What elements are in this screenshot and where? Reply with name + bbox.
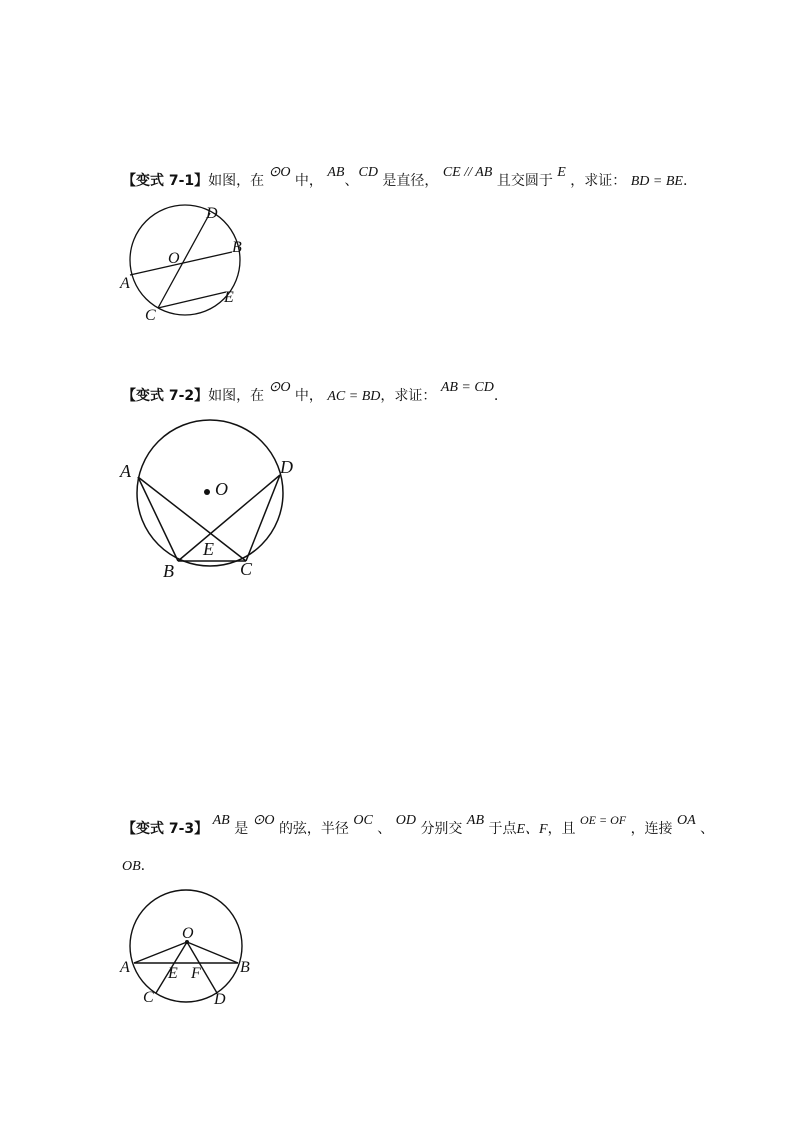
circle-o [130,890,242,1002]
math-circle: ⊙O [268,165,291,180]
label-a: A [120,959,130,976]
math-oa: OA [677,813,696,828]
text: 中， [294,388,323,404]
math-arc-eq: BD = BE [630,174,683,189]
diameter-ab [130,252,232,275]
label-b: B [240,959,250,976]
text: ，连接 [630,821,673,837]
label-o: O [215,479,228,499]
math-parallel: CE // AB [442,165,493,180]
text: 、 [700,821,715,837]
math-e: E [557,165,566,180]
label-d: D [206,205,218,222]
label-o: O [182,925,194,942]
problem-7-1-statement [122,165,688,190]
problem-7-3-statement-line2 [122,858,145,875]
problem-tag: 【变式 7-3】 [122,821,209,837]
label-e: E [224,289,234,306]
label-b: B [163,561,174,581]
math-ob: OB [122,859,141,874]
label-c: C [240,559,253,579]
text: 且交圆于 [496,173,553,189]
math-circle: ⊙O [268,380,291,395]
math-chord-eq: AB = CD [440,380,494,395]
text: 、 [377,821,392,837]
label-f: F [191,965,201,982]
figure-7-1 [110,200,260,330]
math-cd: CD [358,165,378,180]
problem-7-3-statement [122,813,715,838]
label-c: C [143,989,154,1006]
label-a: A [120,461,131,481]
text: 于点 [488,821,517,837]
figure-7-2 [110,415,310,585]
math-circle: ⊙O [252,813,275,828]
text: ，且 [547,821,576,837]
text: 是 [234,821,249,837]
problem-tag: 【变式 7-1】 [122,173,209,189]
text: 如图，在 [208,388,265,404]
math-oc: OC [353,813,373,828]
label-a: A [120,275,130,292]
math-ab: AB [212,813,230,828]
period: . [140,858,146,874]
text: 是直径， [382,173,439,189]
text: 分别交 [420,821,463,837]
text: 、 [344,173,359,189]
label-o: O [168,250,180,267]
math-e-f: E、F [516,822,548,837]
text: ，求证： [570,173,627,189]
figure-7-3 [110,880,270,1015]
text: 的弦，半径 [278,821,349,837]
radius-oa [134,942,187,963]
diameter-cd [158,213,210,308]
radius-ob [187,942,238,963]
label-e: E [168,965,178,982]
text: ，求证： [380,388,437,404]
label-e: E [203,539,214,559]
math-ab-2: AB [466,813,484,828]
period: . [493,388,499,404]
label-d: D [280,457,293,477]
label-c: C [145,307,156,324]
segment-ab [138,477,178,561]
math-arc-eq: AC = BD [327,389,381,404]
math-oe-of: OE = OF [580,813,627,827]
math-od: OD [395,813,416,828]
period: . [682,173,688,189]
segment-cd [246,475,280,561]
center-dot [204,489,210,495]
text: 中， [294,173,323,189]
problem-tag: 【变式 7-2】 [122,388,209,404]
text: 如图，在 [208,173,265,189]
label-b: B [232,239,242,256]
label-d: D [214,991,226,1008]
math-ab: AB [327,165,345,180]
problem-7-2-statement [122,380,499,405]
